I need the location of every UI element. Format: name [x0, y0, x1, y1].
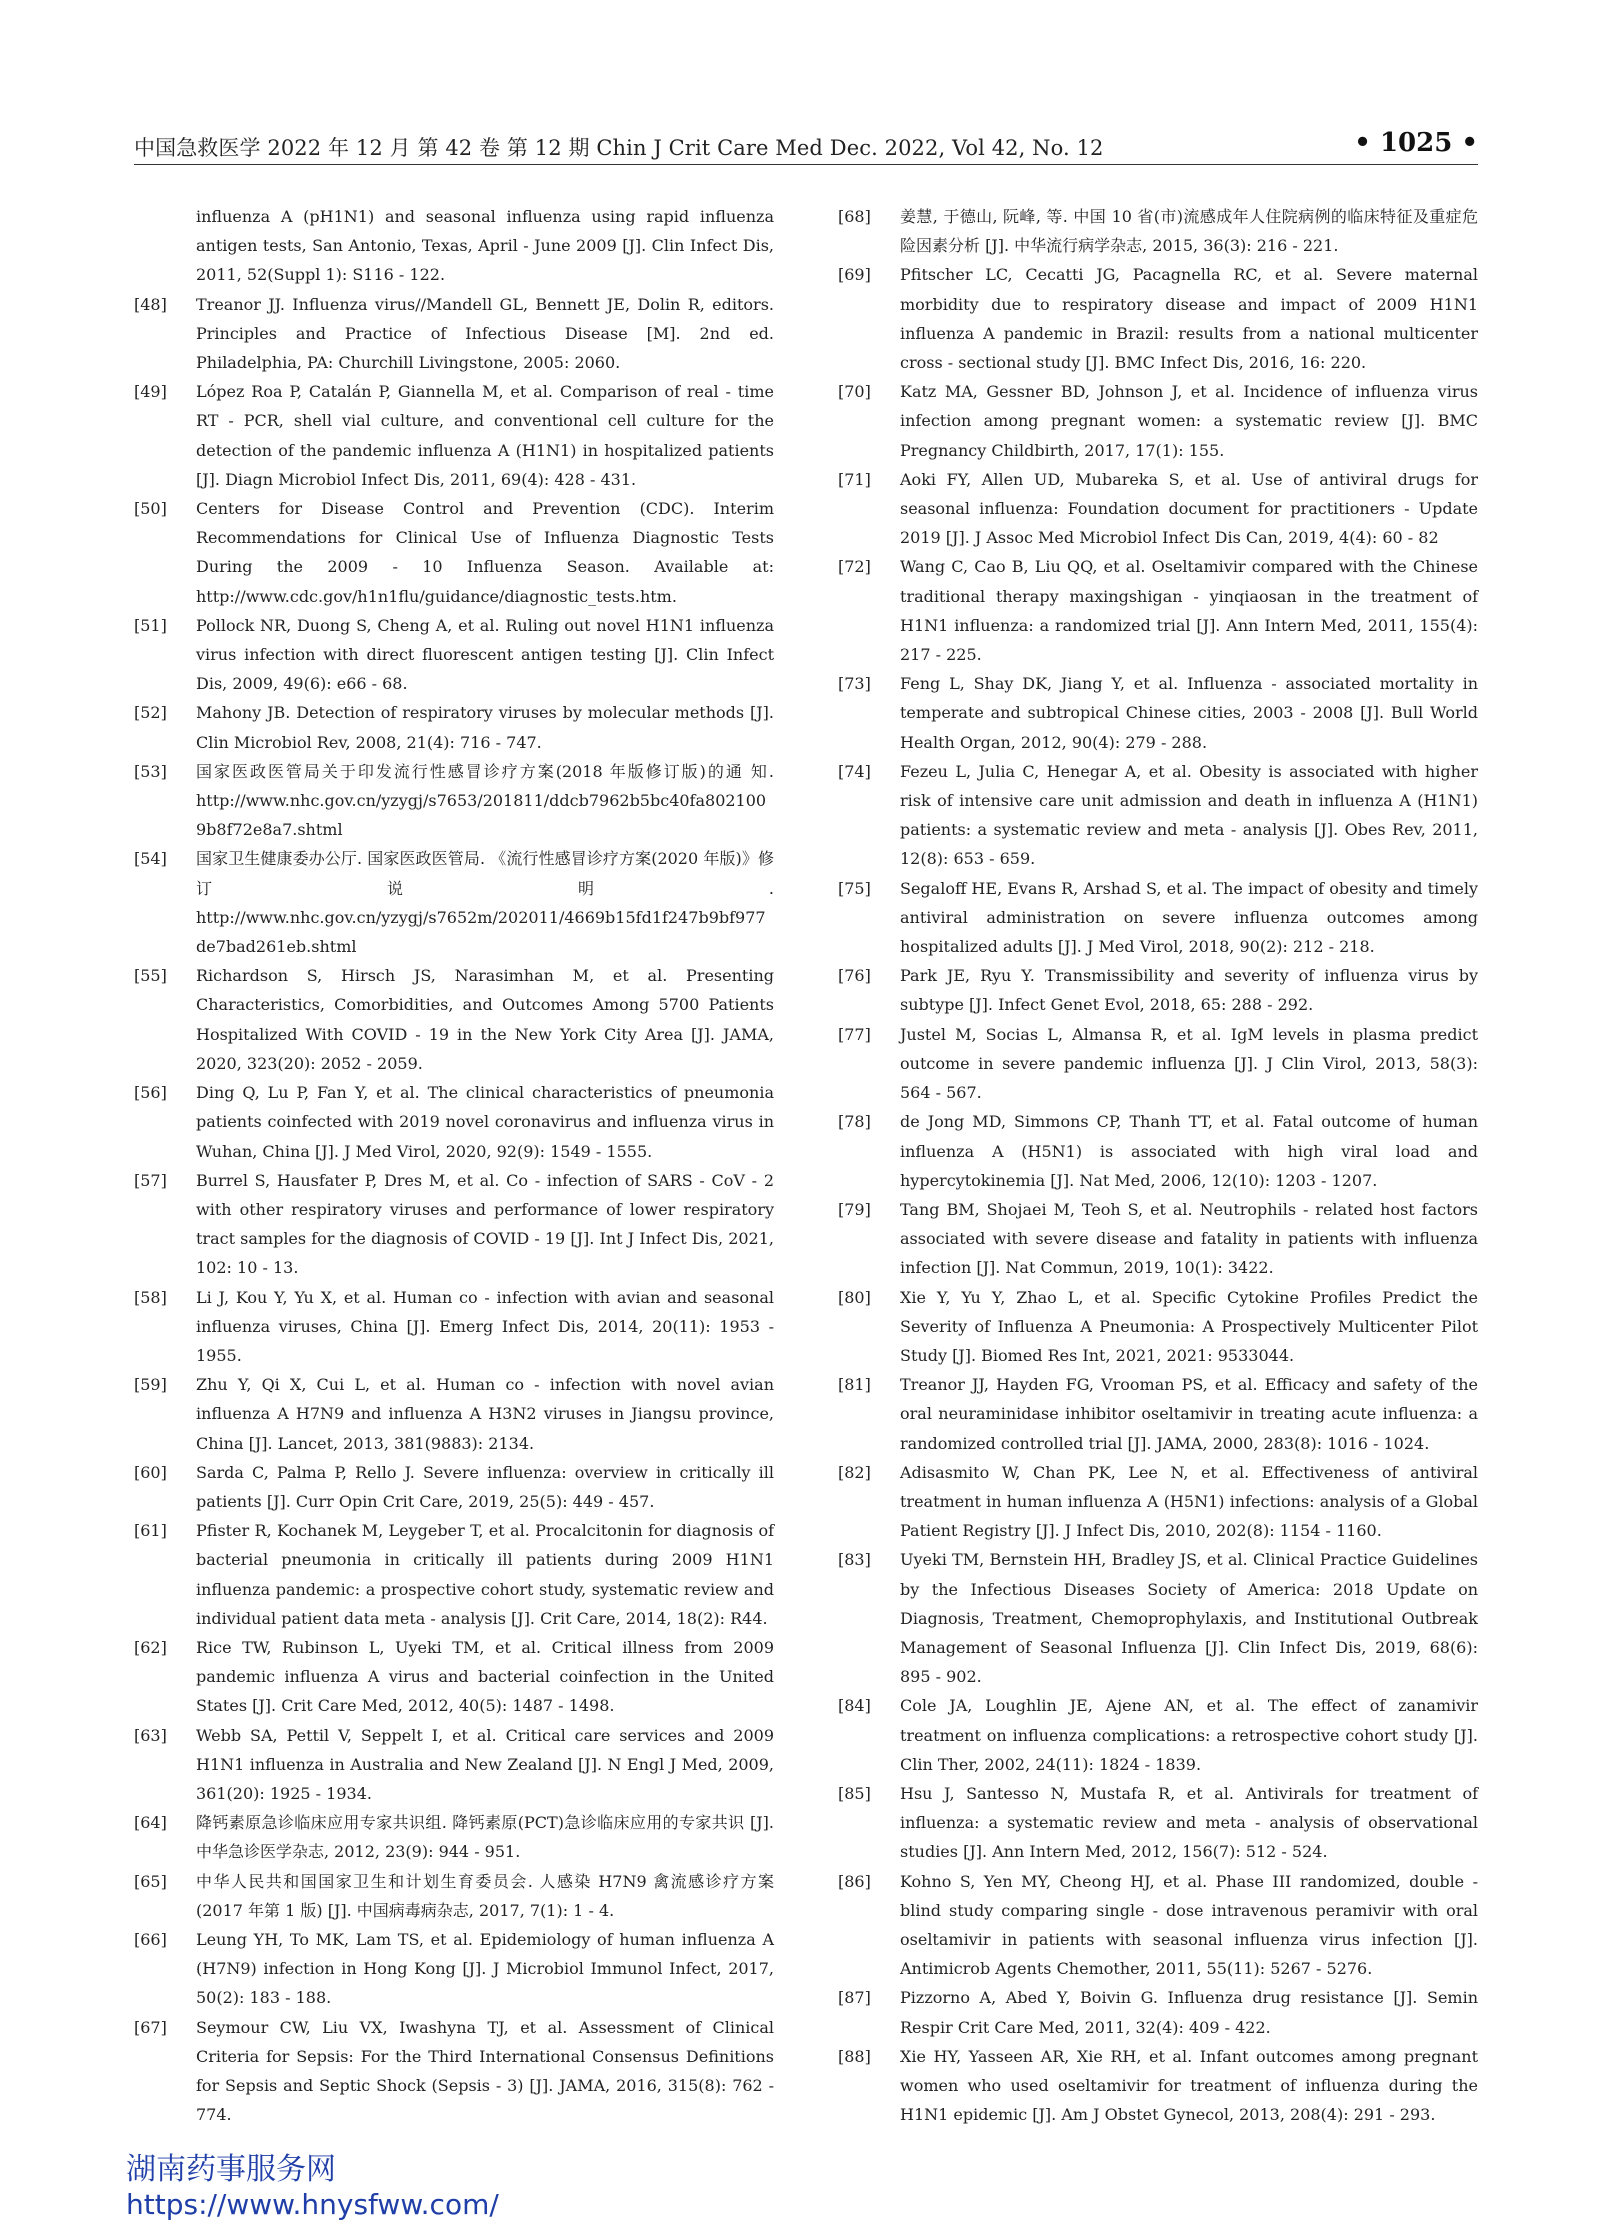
- reference-number: [48]: [134, 294, 167, 314]
- reference-number: [85]: [838, 1783, 871, 1803]
- reference-number: [49]: [134, 382, 167, 402]
- reference-entry: [838, 1691, 1478, 1779]
- reference-text: Li J, Kou Y, Yu X, et al. Human co - infection with avian and seasonal influenza viruses, China [J]. Emerg Infect Dis, 2014, 20(11): 1953 - 1955.: [196, 1287, 774, 1365]
- reference-entry: [134, 2013, 774, 2130]
- reference-number: [82]: [838, 1462, 871, 1482]
- reference-entry: [134, 1516, 774, 1633]
- reference-entry: [838, 874, 1478, 962]
- reference-text: Justel M, Socias L, Almansa R, et al. IgM levels in plasma predict outcome in severe pandemic influenza [J]. J Clin Virol, 2013, 58(3): 564 - 567.: [900, 1024, 1478, 1103]
- reference-text: Katz MA, Gessner BD, Johnson J, et al. Incidence of influenza virus infection among pregnant women: a systematic review [J]. BMC Pregnancy Childbirth, 2017, 17(1): 155.: [900, 382, 1478, 460]
- reference-text: Tang BM, Shojaei M, Teoh S, et al. Neutrophils - related host factors associated with severe disease and fatality in patients with influenza infection [J]. Nat Commun, 2019, 10(1): 3422.: [900, 1199, 1478, 1278]
- reference-number: [77]: [838, 1024, 871, 1044]
- reference-number: [68]: [838, 207, 871, 226]
- reference-number: [79]: [838, 1199, 871, 1219]
- reference-text: Park JE, Ryu Y. Transmissibility and severity of influenza virus by subtype [J]. Infect Genet Evol, 2018, 65: 288 - 292.: [900, 966, 1478, 1015]
- reference-text: Webb SA, Pettil V, Seppelt I, et al. Critical care services and 2009 H1N1 influenza in Australia and New Zealand [J]. N Engl J Med, 2009, 361(20): 1925 - 1934.: [196, 1725, 774, 1803]
- reference-number: [70]: [838, 382, 871, 402]
- reference-text: Feng L, Shay DK, Jiang Y, et al. Influenza - associated mortality in temperate and subtropical Chinese cities, 2003 - 2008 [J]. Bull World Health Organ, 2012, 90(4): 279 - 288.: [900, 674, 1478, 752]
- journal-header: 中国急救医学 2022 年 12 月 第 42 卷 第 12 期 Chin J Crit Care Med Dec. 2022, Vol 42, No. 12: [134, 136, 1104, 160]
- reference-number: [53]: [134, 761, 167, 781]
- reference-number: [66]: [134, 1929, 167, 1949]
- reference-text: Seymour CW, Liu VX, Iwashyna TJ, et al. Assessment of Clinical Criteria for Sepsis: For the Third International Consensus Definitions for Sepsis and Septic Shock (Sepsis - 3) [J]. JAMA, 2016, 315(8): 762 - 774.: [196, 2017, 774, 2125]
- reference-entry: [838, 202, 1478, 260]
- reference-entry: [838, 1458, 1478, 1546]
- reference-text: Richardson S, Hirsch JS, Narasimhan M, et al. Presenting Characteristics, Comorbidities, and Outcomes Among 5700 Patients Hospitalized With COVID - 19 in the New York City Area [J]. JAMA, 2020, 323(20): 2052 - 2059.: [196, 966, 774, 1073]
- reference-number: [83]: [838, 1550, 871, 1570]
- reference-text: Kohno S, Yen MY, Cheong HJ, et al. Phase III randomized, double - blind study comparing single - dose intravenous peramivir with oral oseltamivir in patients with seasonal influenza virus infection [J]. Antimicrob Agents Chemother, 2011, 55(11): 5267 - 5276.: [900, 1871, 1478, 1979]
- watermark: [126, 2152, 499, 2222]
- reference-text: Rice TW, Rubinson L, Uyeki TM, et al. Critical illness from 2009 pandemic influenza A virus and bacterial coinfection in the United States [J]. Crit Care Med, 2012, 40(5): 1487 - 1498.: [196, 1637, 774, 1716]
- reference-text: Mahony JB. Detection of respiratory viruses by molecular methods [J]. Clin Microbiol Rev, 2008, 21(4): 716 - 747.: [196, 703, 774, 752]
- reference-column-left: [134, 202, 774, 2129]
- reference-entry: [134, 377, 774, 494]
- reference-text: 国家卫生健康委办公厅. 国家医政医管局. 《流行性感冒诊疗方案(2020 年版)》修订说明. http://www.nhc.gov.cn/yzygj/s7652m/202011/4669b15fd1f247b9bf977de7bad261eb.shtml: [196, 849, 774, 957]
- reference-text: 姜慧, 于德山, 阮峰, 等. 中国 10 省(市)流感成年人住院病例的临床特征及重症危险因素分析 [J]. 中华流行病学杂志, 2015, 36(3): 216 - 221.: [900, 207, 1478, 256]
- reference-entry: [134, 202, 774, 290]
- reference-number: [62]: [134, 1637, 167, 1657]
- reference-text: Pfitscher LC, Cecatti JG, Pacagnella RC, et al. Severe maternal morbidity due to respiratory disease and impact of 2009 H1N1 influenza A pandemic in Brazil: results from a national multicenter cross - sectional study [J]. BMC Infect Dis, 2016, 16: 220.: [900, 265, 1478, 373]
- reference-entry: [134, 1867, 774, 1925]
- reference-text: Xie Y, Yu Y, Zhao L, et al. Specific Cytokine Profiles Predict the Severity of Influenza A Pneumonia: A Prospectively Multicenter Pilot Study [J]. Biomed Res Int, 2021, 2021: 9533044.: [900, 1287, 1478, 1365]
- watermark-title: 湖南药事服务网: [126, 2152, 336, 2187]
- reference-entry: [838, 260, 1478, 377]
- reference-entry: [134, 961, 774, 1078]
- reference-entry: [838, 1195, 1478, 1283]
- reference-number: [76]: [838, 966, 871, 986]
- reference-number: [63]: [134, 1725, 167, 1745]
- reference-text: Hsu J, Santesso N, Mustafa R, et al. Antivirals for treatment of influenza: a systematic review and meta - analysis of observational studies [J]. Ann Intern Med, 2012, 156(7): 512 - 524.: [900, 1783, 1478, 1862]
- reference-entry: [838, 1545, 1478, 1691]
- reference-entry: [134, 611, 774, 699]
- reference-text: Fezeu L, Julia C, Henegar A, et al. Obesity is associated with higher risk of intensive care unit admission and death in influenza A (H1N1) patients: a systematic review and meta - analysis [J]. Obes Rev, 2011, 12(8): 653 - 659.: [900, 761, 1478, 869]
- reference-text: Leung YH, To MK, Lam TS, et al. Epidemiology of human influenza A (H7N9) infection in Hong Kong [J]. J Microbiol Immunol Infect, 2017, 50(2): 183 - 188.: [196, 1929, 774, 2008]
- reference-text: Sarda C, Palma P, Rello J. Severe influenza: overview in critically ill patients [J]. Curr Opin Crit Care, 2019, 25(5): 449 - 457.: [196, 1462, 774, 1511]
- reference-text: Treanor JJ. Influenza virus//Mandell GL, Bennett JE, Dolin R, editors. Principles and Practice of Infectious Disease [M]. 2nd ed. Philadelphia, PA: Churchill Livingstone, 2005: 2060.: [196, 294, 774, 373]
- reference-text: Wang C, Cao B, Liu QQ, et al. Oseltamivir compared with the Chinese traditional therapy maxingshigan - yinqiaosan in the treatment of H1N1 influenza: a randomized trial [J]. Ann Intern Med, 2011, 155(4): 217 - 225.: [900, 557, 1478, 665]
- reference-number: [59]: [134, 1375, 167, 1395]
- reference-number: [75]: [838, 878, 871, 898]
- reference-entry: [838, 1867, 1478, 1984]
- reference-entry: [838, 377, 1478, 465]
- reference-number: [55]: [134, 966, 167, 986]
- reference-entry: [134, 844, 774, 961]
- reference-entry: [838, 2042, 1478, 2130]
- reference-entry: [838, 552, 1478, 669]
- reference-number: [50]: [134, 499, 167, 519]
- reference-entry: [838, 961, 1478, 1019]
- reference-number: [61]: [134, 1521, 167, 1541]
- reference-text: Cole JA, Loughlin JE, Ajene AN, et al. The effect of zanamivir treatment on influenza complications: a retrospective cohort study [J]. Clin Ther, 2002, 24(11): 1824 - 1839.: [900, 1696, 1478, 1774]
- reference-entry: [134, 1166, 774, 1283]
- watermark-url[interactable]: https://www.hnysfww.com/: [126, 2188, 499, 2221]
- reference-entry: [134, 1370, 774, 1458]
- reference-entry: [838, 1107, 1478, 1195]
- reference-entry: [134, 290, 774, 378]
- reference-number: [84]: [838, 1696, 871, 1716]
- reference-number: [69]: [838, 265, 871, 285]
- reference-number: [87]: [838, 1988, 871, 2008]
- reference-number: [71]: [838, 469, 871, 489]
- reference-text: López Roa P, Catalán P, Giannella M, et al. Comparison of real - time RT - PCR, shell vial culture, and conventional cell culture for the detection of the pandemic influenza A (H1N1) in hospitalized patients [J]. Diagn Microbiol Infect Dis, 2011, 69(4): 428 - 431.: [196, 382, 774, 489]
- reference-number: [78]: [838, 1112, 871, 1132]
- reference-text: influenza A (pH1N1) and seasonal influenza using rapid influenza antigen tests, San Antonio, Texas, April - June 2009 [J]. Clin Infect Dis, 2011, 52(Suppl 1): S116 - 122.: [196, 207, 774, 285]
- reference-text: de Jong MD, Simmons CP, Thanh TT, et al. Fatal outcome of human influenza A (H5N1) is associated with high viral load and hypercytokinemia [J]. Nat Med, 2006, 12(10): 1203 - 1207.: [900, 1112, 1478, 1190]
- reference-entry: [838, 1983, 1478, 2041]
- reference-number: [58]: [134, 1287, 167, 1307]
- reference-number: [80]: [838, 1287, 871, 1307]
- reference-entry: [134, 757, 774, 845]
- reference-number: [65]: [134, 1871, 167, 1891]
- reference-number: [56]: [134, 1083, 167, 1103]
- reference-number: [134, 202, 196, 290]
- reference-number: [52]: [134, 703, 167, 723]
- reference-text: Ding Q, Lu P, Fan Y, et al. The clinical characteristics of pneumonia patients coinfected with 2019 novel coronavirus and influenza virus in Wuhan, China [J]. J Med Virol, 2020, 92(9): 1549 - 1555.: [196, 1083, 774, 1161]
- reference-entry: [838, 1779, 1478, 1867]
- reference-entry: [838, 1370, 1478, 1458]
- reference-entry: [134, 1808, 774, 1866]
- reference-text: Pizzorno A, Abed Y, Boivin G. Influenza drug resistance [J]. Semin Respir Crit Care Med, 2011, 32(4): 409 - 422.: [900, 1988, 1478, 2037]
- reference-text: Aoki FY, Allen UD, Mubareka S, et al. Use of antiviral drugs for seasonal influenza: Foundation document for practitioners - Update 2019 [J]. J Assoc Med Microbiol Infect Dis Can, 2019, 4(4): 60 - 82: [900, 469, 1478, 548]
- reference-number: [64]: [134, 1813, 167, 1833]
- reference-text: Uyeki TM, Bernstein HH, Bradley JS, et al. Clinical Practice Guidelines by the Infectious Diseases Society of America: 2018 Update on Diagnosis, Treatment, Chemoprophylaxis, and Institutional Outbreak Management of Seasonal Influenza [J]. Clin Infect Dis, 2019, 68(6): 895 - 902.: [900, 1550, 1478, 1687]
- reference-text: Adisasmito W, Chan PK, Lee N, et al. Effectiveness of antiviral treatment in human influenza A (H5N1) infections: analysis of a Global Patient Registry [J]. J Infect Dis, 2010, 202(8): 1154 - 1160.: [900, 1462, 1478, 1541]
- reference-entry: [134, 1633, 774, 1721]
- reference-entry: [134, 1078, 774, 1166]
- reference-text: 国家医政医管局关于印发流行性感冒诊疗方案(2018 年版修订版)的通 知. http://www.nhc.gov.cn/yzygj/s7653/201811/ddcb7962b5bc40fa8021009b8f72e8a7.shtml: [196, 761, 774, 840]
- reference-number: [86]: [838, 1871, 871, 1891]
- reference-number: [74]: [838, 761, 871, 781]
- reference-number: [88]: [838, 2046, 871, 2066]
- reference-number: [51]: [134, 615, 167, 635]
- reference-text: 中华人民共和国国家卫生和计划生育委员会. 人感染 H7N9 禽流感诊疗方案(2017 年第 1 版) [J]. 中国病毒病杂志, 2017, 7(1): 1 - 4.: [196, 1871, 774, 1920]
- reference-number: [73]: [838, 674, 871, 694]
- reference-entry: [134, 1925, 774, 2013]
- reference-entry: [838, 1283, 1478, 1371]
- reference-entry: [134, 698, 774, 756]
- reference-text: Burrel S, Hausfater P, Dres M, et al. Co - infection of SARS - CoV - 2 with other respiratory viruses and performance of lower respiratory tract samples for the diagnosis of COVID - 19 [J]. Int J Infect Dis, 2021, 102: 10 - 13.: [196, 1170, 774, 1278]
- reference-number: [81]: [838, 1375, 871, 1395]
- reference-entry: [134, 1721, 774, 1809]
- reference-text: Pfister R, Kochanek M, Leygeber T, et al. Procalcitonin for diagnosis of bacterial pneumonia in critically ill patients during 2009 H1N1 influenza pandemic: a prospective cohort study, systematic review and individual patient data meta - analysis [J]. Crit Care, 2014, 18(2): R44.: [196, 1521, 774, 1628]
- reference-text: Centers for Disease Control and Prevention (CDC). Interim Recommendations for Clinical Use of Influenza Diagnostic Tests During the 2009 - 10 Influenza Season. Available at: http://www.cdc.gov/h1n1flu/guidance/diagnostic_tests.htm.: [196, 499, 774, 606]
- running-header: [134, 128, 1478, 165]
- reference-entry: [838, 757, 1478, 874]
- reference-text: Segaloff HE, Evans R, Arshad S, et al. The impact of obesity and timely antiviral administration on severe influenza outcomes among hospitalized adults [J]. J Med Virol, 2018, 90(2): 212 - 218.: [900, 878, 1478, 957]
- reference-text: Pollock NR, Duong S, Cheng A, et al. Ruling out novel H1N1 influenza virus infection with direct fluorescent antigen testing [J]. Clin Infect Dis, 2009, 49(6): e66 - 68.: [196, 615, 774, 694]
- reference-column-right: [838, 202, 1478, 2129]
- reference-entry: [134, 494, 774, 611]
- reference-entry: [838, 465, 1478, 553]
- reference-number: [67]: [134, 2017, 167, 2037]
- reference-text: Zhu Y, Qi X, Cui L, et al. Human co - infection with novel avian influenza A H7N9 and influenza A H3N2 viruses in Jiangsu province, China [J]. Lancet, 2013, 381(9883): 2134.: [196, 1375, 774, 1453]
- reference-text: Xie HY, Yasseen AR, Xie RH, et al. Infant outcomes among pregnant women who used oseltamivir for treatment of influenza during the H1N1 epidemic [J]. Am J Obstet Gynecol, 2013, 208(4): 291 - 293.: [900, 2046, 1478, 2125]
- reference-entry: [134, 1458, 774, 1516]
- reference-entry: [134, 1283, 774, 1371]
- page-number: • 1025 •: [1354, 128, 1478, 158]
- reference-text: 降钙素原急诊临床应用专家共识组. 降钙素原(PCT)急诊临床应用的专家共识 [J]. 中华急诊医学杂志, 2012, 23(9): 944 - 951.: [196, 1813, 774, 1862]
- reference-number: [60]: [134, 1462, 167, 1482]
- reference-text: Treanor JJ, Hayden FG, Vrooman PS, et al. Efficacy and safety of the oral neuraminidase inhibitor oseltamivir in treating acute influenza: a randomized controlled trial [J]. JAMA, 2000, 283(8): 1016 - 1024.: [900, 1375, 1478, 1453]
- reference-entry: [838, 1020, 1478, 1108]
- reference-number: [57]: [134, 1170, 167, 1190]
- reference-entry: [838, 669, 1478, 757]
- reference-number: [72]: [838, 557, 871, 577]
- reference-number: [54]: [134, 849, 167, 869]
